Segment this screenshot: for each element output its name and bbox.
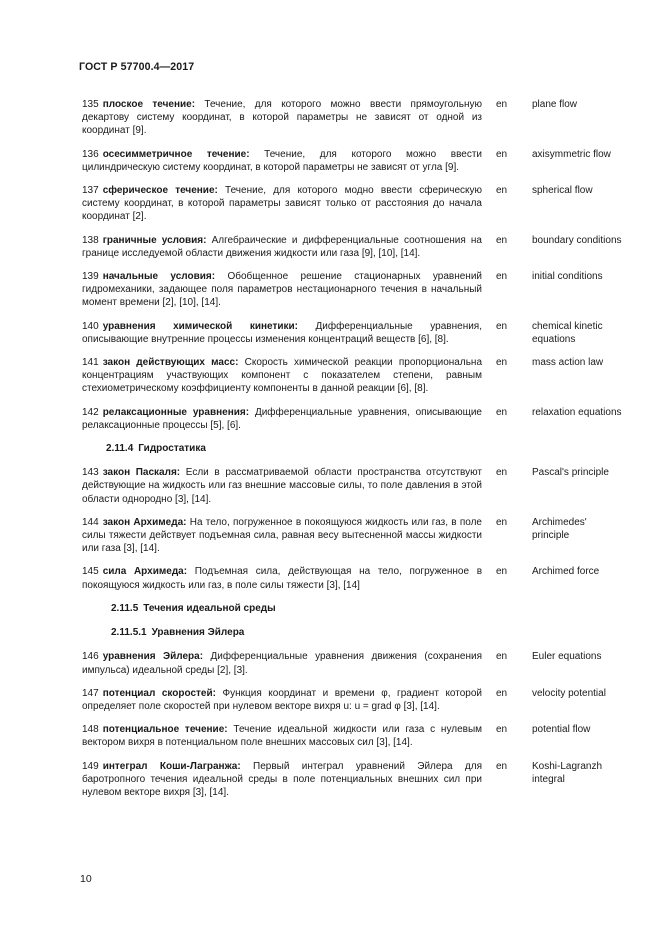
- entry-number: 146: [82, 651, 99, 663]
- entry-term: граничные условия:: [102, 234, 207, 246]
- entry-language: en: [496, 724, 508, 736]
- entry-text: [82, 723, 482, 749]
- glossary-entry: [82, 687, 622, 713]
- entry-term: интеграл Коши-Лагранжа:: [102, 760, 241, 772]
- entry-text: [82, 466, 482, 506]
- entry-language: en: [496, 566, 508, 578]
- entry-term: сила Архимеда:: [102, 566, 188, 578]
- entry-number: 148: [82, 724, 99, 736]
- entry-number: 142: [82, 406, 99, 418]
- glossary-entry: [82, 723, 622, 749]
- entry-english-term: initial conditions: [532, 271, 603, 283]
- glossary-entry: [82, 356, 622, 396]
- entry-number: 139: [82, 271, 99, 283]
- entry-english-term: plane flow: [532, 99, 578, 110]
- entry-term: уравнения химической кинетики:: [102, 320, 298, 332]
- entry-english-term: velocity potential: [532, 687, 606, 699]
- entry-number: 145: [82, 566, 99, 578]
- entry-definition: Функция координат и времени φ, градиент которой определяет поле скоростей при нулевом векторе вихря u: u = grad φ [3], [14].: [82, 687, 483, 712]
- glossary-content: [82, 98, 622, 809]
- section-heading-ideal-flow: [82, 602, 622, 615]
- entry-english-term: Koshi-Lagranzh integral: [532, 760, 603, 785]
- glossary-entry: [82, 234, 622, 260]
- entry-definition: Подъемная сила, действующая на тело, погруженное в покоящуюся жидкость или газ, в поле силы тяжести [3], [14]: [82, 566, 483, 591]
- entry-english-term: potential flow: [532, 724, 591, 736]
- entry-text: [82, 650, 482, 676]
- entry-definition: Обобщенное решение стационарных уравнений гидромеханики, задающее поля параметров нестационарного течения в начальный момент времени [2], [10], [14].: [82, 271, 482, 309]
- entry-language: en: [496, 148, 508, 160]
- entry-definition: Течение идеальной жидкости или газа с нулевым вектором вихря в потенциальном поле внешних массовых сил [3], [14].: [82, 724, 483, 749]
- entry-definition: Первый интеграл уравнений Эйлера для баротропного течения идеальной среды в поле потенциальных внешних сил при нулевом векторе вихря [3], [14].: [82, 760, 482, 798]
- entry-language: en: [496, 406, 508, 418]
- entry-definition: Дифференциальные уравнения, описывающие релаксационные процессы [5], [6].: [82, 406, 482, 431]
- document-header: ГОСТ Р 57700.4—2017: [79, 61, 195, 73]
- entry-text: [82, 356, 482, 396]
- entry-english-term: Pascal's principle: [532, 467, 609, 479]
- entry-number: 143: [82, 467, 99, 479]
- entry-english-term: chemical kinetic equations: [532, 320, 603, 345]
- section-title: Гидростатика: [138, 443, 206, 455]
- entry-text: [82, 406, 482, 432]
- entry-definition: Если в рассматриваемой области пространства отсутствуют действующие на жидкость или газ внешние массовые силы, то поле давления в этой области однородно [3], [14].: [82, 467, 482, 505]
- entry-term: потенциальное течение:: [102, 724, 228, 736]
- entry-term: закон действующих масс:: [102, 357, 239, 369]
- entry-term: плоское течение:: [102, 99, 196, 110]
- entry-term: осесимметричное течение:: [102, 148, 250, 160]
- entry-english-term: Archimed force: [532, 566, 600, 578]
- entry-number: 147: [82, 687, 99, 699]
- entry-definition: На тело, погруженное в покоящуюся жидкость или газ, в поле силы тяжести действует подъемная сила, равная весу вытесненной массы жидкости или газа [3], [14].: [82, 516, 482, 555]
- entry-term: уравнения Эйлера:: [102, 651, 204, 663]
- entry-language: en: [496, 687, 508, 699]
- glossary-entry: [82, 406, 622, 432]
- entry-language: en: [496, 651, 508, 663]
- entry-definition: Течение, для которого можно ввести цилиндрическую систему координат, в которой параметры не зависят от угла [9].: [82, 148, 482, 173]
- entry-english-term: axisymmetric flow: [532, 148, 611, 160]
- entry-number: 138: [82, 234, 99, 246]
- entries-group-a: [82, 98, 622, 432]
- entry-definition: Течение, для которого модно ввести сферическую систему координат, в которой параметры зависят только от расстояния до начала координат [2].: [82, 185, 482, 223]
- entry-term: закон Паскаля:: [102, 467, 181, 479]
- glossary-entry: [82, 320, 622, 346]
- entry-text: [82, 565, 482, 591]
- entry-number: 144: [82, 516, 99, 528]
- section-number: 2.11.4: [106, 443, 134, 455]
- entry-term: начальные условия:: [102, 271, 216, 283]
- entry-text: [82, 184, 482, 224]
- entry-number: 136: [82, 148, 99, 160]
- entry-term: закон Архимеда:: [102, 516, 187, 528]
- entry-term: релаксационные уравнения:: [102, 406, 250, 418]
- entry-text: [82, 98, 482, 138]
- entry-language: en: [496, 320, 508, 332]
- entry-number: 137: [82, 185, 99, 197]
- entry-number: 149: [82, 760, 99, 772]
- entry-language: en: [496, 271, 508, 283]
- page-number: 10: [80, 873, 92, 885]
- entries-group-c: [82, 650, 622, 799]
- entry-text: [82, 320, 482, 346]
- glossary-entry: [82, 98, 622, 138]
- entry-text: [82, 760, 482, 800]
- entry-language: en: [496, 516, 508, 528]
- entry-language: en: [496, 185, 508, 197]
- entry-definition: Дифференциальные уравнения движения (сохранения импульса) идеальной среды [2], [3].: [82, 651, 483, 676]
- entry-text: [82, 234, 482, 260]
- section-title: Течения идеальной среды: [143, 602, 276, 614]
- entry-english-term: spherical flow: [532, 185, 593, 197]
- entries-group-b: [82, 466, 622, 592]
- entry-language: en: [496, 467, 508, 479]
- section-heading-hydrostatics: [82, 442, 622, 455]
- entry-language: en: [496, 234, 508, 246]
- glossary-entry: [82, 184, 622, 224]
- entry-definition: Течение, для которого можно ввести прямоугольную декартову систему координат, в которой параметры не зависят от одной из координат [9].: [82, 99, 482, 137]
- section-number: 2.11.5.1: [111, 627, 147, 639]
- glossary-entry: [82, 270, 622, 310]
- entry-english-term: Archimedes' principle: [532, 516, 587, 542]
- entry-text: [82, 687, 482, 713]
- entry-english-term: boundary conditions: [532, 234, 622, 246]
- section-heading-euler: [82, 626, 622, 639]
- entry-definition: Дифференциальные уравнения, описывающие внутренние процессы изменения концентраций веществ [6], [8].: [82, 320, 482, 345]
- entry-text: [82, 270, 482, 310]
- entry-language: en: [496, 99, 508, 110]
- glossary-entry: [82, 466, 622, 506]
- entry-english-term: Euler equations: [532, 651, 602, 663]
- entry-number: 135: [82, 99, 99, 110]
- entry-definition: Алгебраические и дифференциальные соотношения на границе исследуемой области движения жидкости или газа [9], [10], [14].: [82, 234, 482, 259]
- entry-text: [82, 148, 482, 174]
- entry-number: 141: [82, 357, 99, 369]
- glossary-entry: [82, 760, 622, 800]
- entry-english-term: mass action law: [532, 357, 604, 369]
- glossary-entry: [82, 565, 622, 591]
- entry-text: [82, 516, 482, 556]
- glossary-entry: [82, 650, 622, 676]
- entry-term: сферическое течение:: [102, 185, 218, 197]
- glossary-entry: [82, 148, 622, 174]
- entry-term: потенциал скоростей:: [102, 687, 216, 699]
- entry-english-term: relaxation equations: [532, 406, 622, 418]
- entry-language: en: [496, 357, 508, 369]
- entry-number: 140: [82, 320, 99, 332]
- glossary-entry: [82, 516, 622, 556]
- section-title: Уравнения Эйлера: [151, 627, 245, 639]
- section-number: 2.11.5: [111, 602, 139, 614]
- entry-definition: Скорость химической реакции пропорциональна концентрациям участвующих компонент с показателем степени, равным стехиометрическому коэффициенту компоненты в данной реакции [6], [8].: [82, 357, 483, 395]
- entry-language: en: [496, 760, 508, 772]
